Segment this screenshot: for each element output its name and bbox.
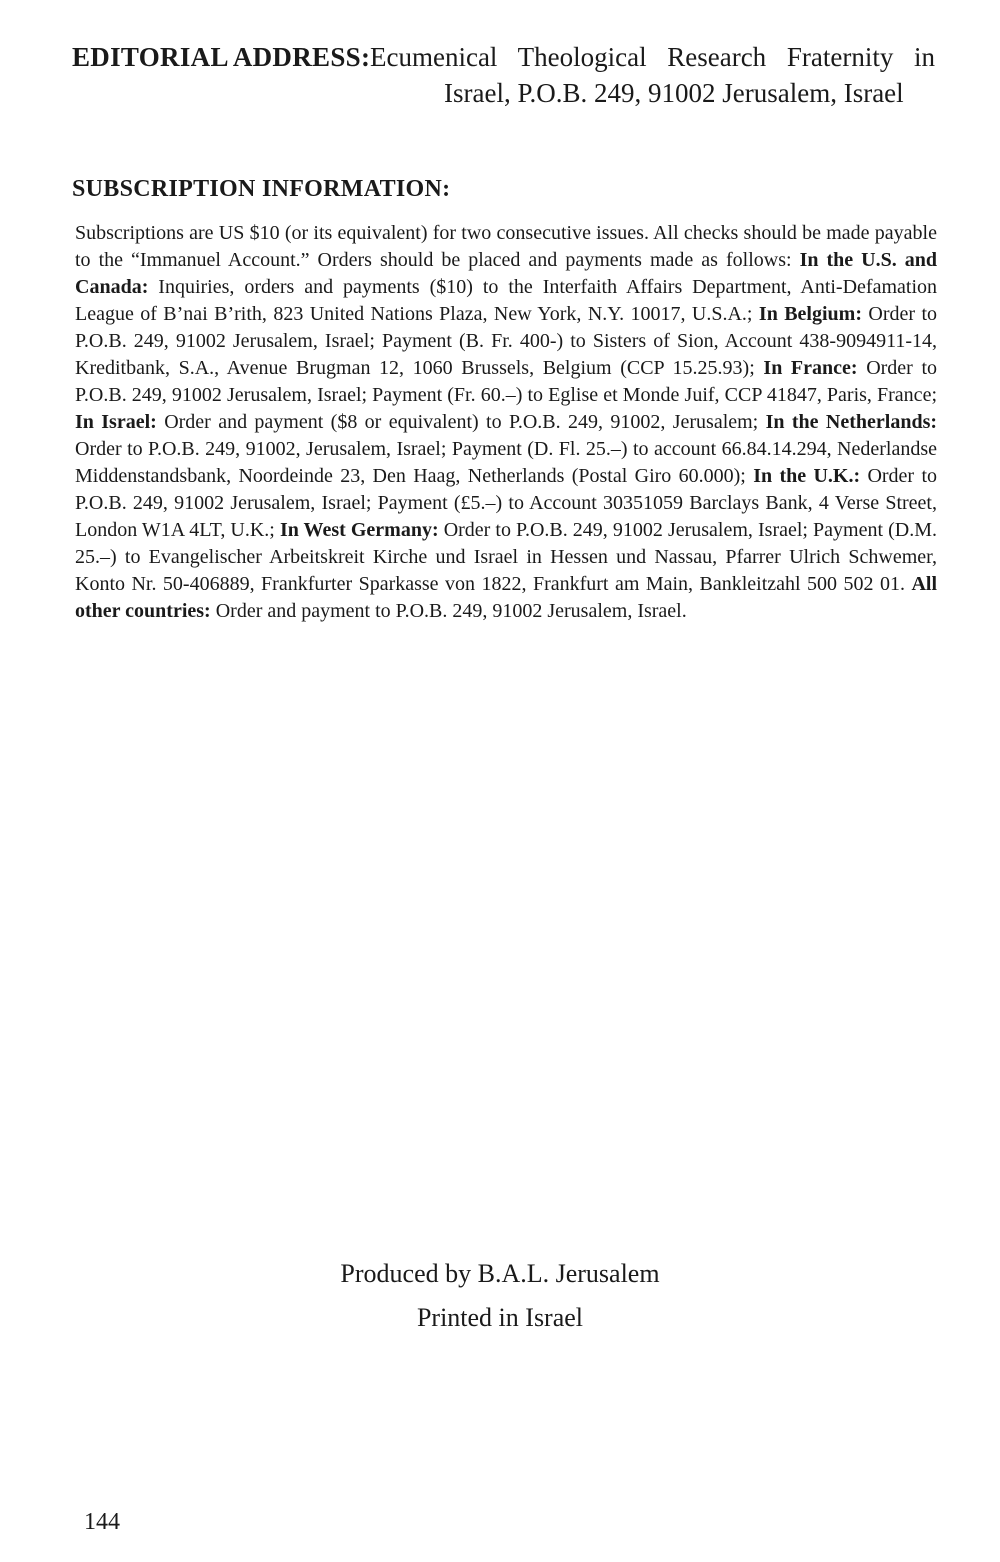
country-label-uk: In the U.K.:: [753, 465, 861, 487]
subscription-body: [75, 220, 937, 625]
printed-in-line: Printed in Israel: [416, 1303, 584, 1332]
country-text-israel: Order and payment ($8 or equivalent) to P.O.B. 249, 91002, Jerusalem;: [164, 411, 759, 433]
subscription-intro: Subscriptions are US $10 (or its equivalent) for two consecutive issues. All checks should be made payable to the “Immanuel Account.” Orders should be placed and payments made as follows:: [75, 222, 937, 271]
editorial-address-line-1: Ecumenical Theological Research Fraternity in: [370, 42, 935, 72]
country-label-other: All other countries:: [75, 573, 937, 622]
produced-by-line: Produced by B.A.L. Jerusalem: [340, 1259, 660, 1288]
country-label-netherlands: In the Netherlands:: [765, 411, 938, 433]
country-text-france: Order to P.O.B. 249, 91002 Jerusalem, Israel; Payment (Fr. 60.–) to Eglise et Monde Juif, CCP 41847, Paris, France;: [75, 357, 938, 406]
country-label-west-germany: In West Germany:: [279, 519, 439, 541]
country-text-netherlands: Order to P.O.B. 249, 91002, Jerusalem, Israel; Payment (D. Fl. 25.–) to account 66.84.14.294, Nederlandse Middenstandsbank, Noordeinde 23, Den Haag, Netherlands (Postal Giro 60.000);: [75, 438, 937, 487]
country-label-france: In France:: [763, 357, 858, 379]
page-number: 144: [84, 1509, 120, 1535]
country-label-belgium: In Belgium:: [758, 303, 862, 325]
editorial-address-label: EDITORIAL ADDRESS:: [72, 42, 371, 72]
country-label-us-canada: In the U.S. and Canada:: [75, 249, 937, 298]
country-text-uk: Order to P.O.B. 249, 91002 Jerusalem, Israel; Payment (£5.–) to Account 30351059 Barclays Bank, 4 Verse Street, London W1A 4LT, U.K.;: [75, 465, 937, 541]
country-label-israel: In Israel:: [75, 411, 157, 433]
production-credits: [0, 1252, 1000, 1340]
country-text-belgium: Order to P.O.B. 249, 91002 Jerusalem, Israel; Payment (B. Fr. 400-) to Sisters of Sion, Account 438-9094911-14, Kreditbank, S.A., Avenue Brugman 12, 1060 Brussels, Belgium (CCP 15.25.93);: [75, 303, 938, 379]
country-text-other: Order and payment to P.O.B. 249, 91002 Jerusalem, Israel.: [215, 600, 687, 622]
editorial-address-line-2: Israel, P.O.B. 249, 91002 Jerusalem, Israel: [444, 78, 904, 108]
country-text-us-canada: Inquiries, orders and payments ($10) to the Interfaith Affairs Department, Anti-Defamation League of B’nai B’rith, 823 United Nations Plaza, New York, N.Y. 10017, U.S.A.;: [75, 276, 938, 325]
subscription-heading: SUBSCRIPTION INFORMATION:: [72, 176, 451, 202]
country-text-west-germany: Order to P.O.B. 249, 91002 Jerusalem, Israel; Payment (D.M. 25.–) to Evangelischer Arbeitskreit Kirche und Israel in Hessen und Nassau, Pfarrer Ulrich Schwemer, Konto Nr. 50-406889, Frankfurter Sparkasse von 1822, Frankfurt am Main, Bankleitzahl 500 502 01.: [75, 519, 937, 595]
